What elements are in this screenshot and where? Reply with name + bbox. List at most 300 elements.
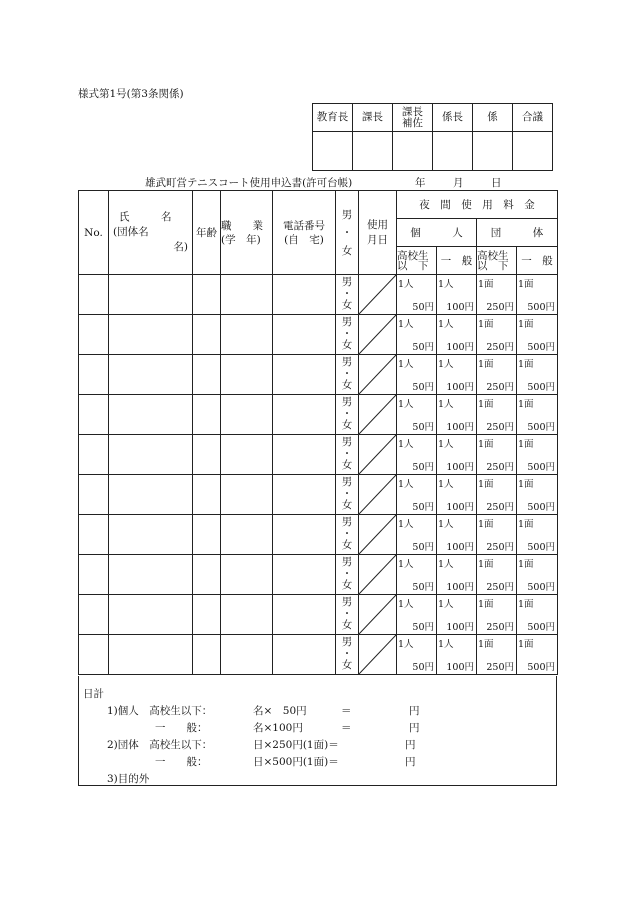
sex-option-sex_f: 女 [341,579,353,592]
cell-fee-3[interactable] [517,595,558,635]
sex-option-sex_f: 女 [341,459,353,472]
fee-unit: 1面 [518,319,534,330]
cell-fee-1[interactable] [437,395,477,435]
diagonal-slash-icon [359,595,396,634]
cell-fee-2[interactable] [477,475,517,515]
cell-name[interactable] [109,275,193,315]
fee-box [477,435,516,474]
sex-option-sex_m: 男 [341,556,353,569]
sex-option-sex_m: 男 [341,276,353,289]
header-age: 年齢 [193,191,221,275]
cell-fee-3[interactable] [517,555,558,595]
fee-unit: 1人 [398,479,414,490]
cell-job[interactable] [221,315,273,355]
fee-unit: 1人 [438,479,454,490]
fee-price: 500円 [527,622,555,633]
sex-option-sex_dot: ・ [341,567,353,580]
fee-unit: 1人 [398,399,414,410]
cell-fee-1[interactable] [437,555,477,595]
fee-box [477,515,516,554]
cell-name[interactable] [109,635,193,675]
header-sex-m: 男 [341,208,353,221]
summary-l1-a: 1)個人 高校生以下： [107,705,213,717]
fee-box [477,275,516,314]
fee-price: 250円 [486,622,514,633]
fee-price: 100円 [446,342,474,353]
header-no: No. [79,191,109,275]
fee-price: 500円 [527,662,555,673]
fee-box [397,515,436,554]
summary-l3-b: 日×250円(1面)＝ [253,739,339,751]
approval-stamp-table [312,103,553,171]
fee-price: 100円 [446,302,474,313]
cell-phone[interactable] [273,595,336,635]
fee-unit: 1面 [518,359,534,370]
sex-option-sex_f: 女 [341,419,353,432]
fee-price: 100円 [446,542,474,553]
summary-l4-a: 一 般： [155,756,208,768]
cell-fee-1[interactable] [437,315,477,355]
cell-fee-1[interactable] [437,595,477,635]
fee-unit: 1人 [398,599,414,610]
fee-box [517,355,557,394]
cell-sex[interactable] [336,315,359,355]
header-phone-line1: 電話番号 [283,219,325,232]
fee-unit: 1人 [438,439,454,450]
fee-box [437,435,476,474]
fee-box [517,475,557,514]
cell-job[interactable] [221,635,273,675]
cell-sex[interactable] [336,635,359,675]
cell-use-date[interactable] [359,555,397,595]
header-ind-hs-line2: 以 下 [397,259,429,272]
fee-unit: 1面 [478,519,494,530]
fee-box [397,355,436,394]
fee-unit: 1面 [478,559,494,570]
fee-price: 100円 [446,582,474,593]
cell-sex[interactable] [336,355,359,395]
cell-fee-2[interactable] [477,555,517,595]
header-name-line2: (団体名 [113,226,149,238]
fee-box [397,555,436,594]
fee-price: 250円 [486,382,514,393]
table-row [79,275,558,315]
cell-job[interactable] [221,275,273,315]
cell-phone[interactable] [273,635,336,675]
cell-fee-3[interactable] [517,395,558,435]
fee-unit: 1人 [398,279,414,290]
daily-total-section [78,676,557,786]
cell-fee-2[interactable] [477,635,517,675]
cell-fee-3[interactable] [517,475,558,515]
cell-fee-1[interactable] [437,275,477,315]
fee-unit: 1人 [398,319,414,330]
fee-price: 50円 [412,542,434,553]
cell-fee-0[interactable] [397,275,437,315]
fee-unit: 1人 [438,599,454,610]
cell-fee-0[interactable] [397,435,437,475]
sex-option-sex_m: 男 [341,356,353,369]
fee-unit: 1面 [478,319,494,330]
fee-unit: 1面 [518,279,534,290]
approval-stamp-cell[interactable] [473,132,513,171]
fee-price: 50円 [412,622,434,633]
sex-option-sex_m: 男 [341,436,353,449]
summary-l3-a: 2)団体 高校生以下： [107,739,213,751]
fee-price: 50円 [412,342,434,353]
cell-sex[interactable] [336,555,359,595]
cell-phone[interactable] [273,435,336,475]
cell-fee-1[interactable] [437,635,477,675]
cell-fee-3[interactable] [517,355,558,395]
fee-unit: 1面 [518,479,534,490]
approval-stamp-cell[interactable] [433,132,473,171]
cell-fee-0[interactable] [397,355,437,395]
header-grp-highschool [477,247,517,275]
fee-price: 500円 [527,422,555,433]
approval-header-3: 係長 [433,104,473,132]
cell-sex[interactable] [336,395,359,435]
cell-fee-3[interactable] [517,275,558,315]
cell-sex[interactable] [336,595,359,635]
fee-box [397,595,436,634]
cell-phone[interactable] [273,515,336,555]
cell-job[interactable] [221,435,273,475]
cell-fee-2[interactable] [477,395,517,435]
header-name-line1: 氏 名 [119,211,172,223]
cell-name[interactable] [109,395,193,435]
fee-price: 250円 [486,302,514,313]
title-day-label: 日 [491,177,502,189]
table-row [79,435,558,475]
fee-price: 100円 [446,422,474,433]
approval-stamp-cell[interactable] [513,132,553,171]
header-use-date-line2: 月日 [367,233,388,246]
fee-price: 500円 [527,302,555,313]
fee-box [437,555,476,594]
fee-price: 50円 [412,662,434,673]
fee-unit: 1人 [438,519,454,530]
table-row [79,595,558,635]
cell-phone[interactable] [273,555,336,595]
cell-fee-2[interactable] [477,275,517,315]
diagonal-slash-icon [359,435,396,474]
sex-option-sex_f: 女 [341,659,353,672]
cell-no[interactable] [79,595,109,635]
cell-phone[interactable] [273,315,336,355]
cell-fee-3[interactable] [517,315,558,355]
fee-unit: 1面 [478,479,494,490]
sex-option-sex_m: 男 [341,476,353,489]
cell-age[interactable] [193,275,221,315]
sex-option-sex_f: 女 [341,379,353,392]
cell-phone[interactable] [273,355,336,395]
cell-fee-0[interactable] [397,595,437,635]
cell-age[interactable] [193,435,221,475]
table-row [79,555,558,595]
summary-l3-d: 円 [405,739,416,751]
cell-use-date[interactable] [359,475,397,515]
summary-l2-c: ＝ [341,722,352,734]
cell-no[interactable] [79,555,109,595]
cell-sex[interactable] [336,515,359,555]
cell-job[interactable] [221,515,273,555]
cell-age[interactable] [193,515,221,555]
header-name-line3: 名) [173,241,188,253]
header-job-line2: (学 年) [221,233,261,246]
cell-no[interactable] [79,515,109,555]
approval-stamp-cell[interactable] [353,132,393,171]
cell-job[interactable] [221,395,273,435]
sex-option-sex_m: 男 [341,396,353,409]
cell-age[interactable] [193,555,221,595]
cell-no[interactable] [79,395,109,435]
diagonal-slash-icon [359,555,396,594]
table-row [79,635,558,675]
cell-fee-0[interactable] [397,635,437,675]
sex-option-sex_dot: ・ [341,607,353,620]
fee-price: 50円 [412,582,434,593]
fee-price: 250円 [486,662,514,673]
fee-box [517,635,557,674]
cell-name[interactable] [109,595,193,635]
fee-box [397,275,436,314]
sex-option-sex_dot: ・ [341,447,353,460]
header-sex-dot: ・ [341,226,353,239]
diagonal-slash-icon [359,515,396,554]
cell-name[interactable] [109,435,193,475]
fee-box [517,275,557,314]
cell-name[interactable] [109,475,193,515]
cell-fee-1[interactable] [437,515,477,555]
cell-age[interactable] [193,595,221,635]
diagonal-slash-icon [359,395,396,434]
cell-fee-2[interactable] [477,515,517,555]
fee-price: 50円 [412,302,434,313]
diagonal-slash-icon [359,355,396,394]
cell-no[interactable] [79,635,109,675]
fee-unit: 1面 [478,639,494,650]
cell-use-date[interactable] [359,435,397,475]
cell-name[interactable] [109,555,193,595]
fee-box [437,515,476,554]
fee-price: 500円 [527,382,555,393]
header-ind-hs-line1: 高校生 [397,249,429,262]
cell-age[interactable] [193,635,221,675]
sex-option-sex_f: 女 [341,619,353,632]
fee-price: 100円 [446,382,474,393]
fee-price: 500円 [527,502,555,513]
cell-no[interactable] [79,315,109,355]
sex-option-sex_f: 女 [341,299,353,312]
header-grp-hs-line2: 以 下 [477,259,509,272]
sex-option-sex_m: 男 [341,596,353,609]
fee-unit: 1面 [518,399,534,410]
fee-price: 250円 [486,542,514,553]
cell-name[interactable] [109,315,193,355]
table-row [79,395,558,435]
fee-price: 50円 [412,422,434,433]
approval-header-2: 課長 補佐 [393,104,433,132]
fee-unit: 1人 [398,439,414,450]
sex-option-sex_f: 女 [341,539,353,552]
fee-box [477,315,516,354]
fee-box [437,395,476,434]
cell-fee-2[interactable] [477,315,517,355]
fee-unit: 1人 [438,639,454,650]
cell-sex[interactable] [336,435,359,475]
cell-fee-2[interactable] [477,595,517,635]
fee-unit: 1人 [398,559,414,570]
sex-option-sex_dot: ・ [341,647,353,660]
cell-use-date[interactable] [359,515,397,555]
fee-box [437,475,476,514]
approval-stamp-cell[interactable] [313,132,353,171]
table-row [79,315,558,355]
table-row [79,355,558,395]
sex-option-sex_f: 女 [341,499,353,512]
cell-fee-0[interactable] [397,315,437,355]
fee-price: 250円 [486,462,514,473]
cell-age[interactable] [193,315,221,355]
fee-box [477,635,516,674]
fee-unit: 1面 [518,599,534,610]
cell-phone[interactable] [273,475,336,515]
header-night-fee: 夜 間 使 用 料 金 [397,191,558,219]
fee-price: 100円 [446,662,474,673]
cell-use-date[interactable] [359,635,397,675]
fee-unit: 1人 [398,359,414,370]
fee-unit: 1人 [438,319,454,330]
application-table [78,190,558,675]
fee-unit: 1人 [438,359,454,370]
sex-option-sex_m: 男 [341,516,353,529]
fee-box [397,395,436,434]
cell-fee-1[interactable] [437,355,477,395]
fee-box [397,475,436,514]
header-grp-hs-line1: 高校生 [477,249,509,262]
cell-job[interactable] [221,555,273,595]
cell-use-date[interactable] [359,275,397,315]
cell-name[interactable] [109,515,193,555]
cell-fee-1[interactable] [437,475,477,515]
header-phone-line2: (自 宅) [284,233,324,246]
cell-no[interactable] [79,275,109,315]
fee-box [517,515,557,554]
fee-box [517,595,557,634]
cell-no[interactable] [79,355,109,395]
cell-no[interactable] [79,435,109,475]
cell-fee-0[interactable] [397,475,437,515]
cell-use-date[interactable] [359,595,397,635]
fee-box [477,555,516,594]
approval-header-5: 合議 [513,104,553,132]
fee-box [477,355,516,394]
fee-box [477,475,516,514]
cell-age[interactable] [193,475,221,515]
fee-price: 50円 [412,382,434,393]
cell-use-date[interactable] [359,395,397,435]
form-number: 様式第1号(第3条関係) [78,88,184,100]
fee-box [437,315,476,354]
fee-unit: 1面 [518,519,534,530]
cell-sex[interactable] [336,275,359,315]
sex-option-sex_m: 男 [341,316,353,329]
cell-job[interactable] [221,355,273,395]
sex-option-sex_m: 男 [341,636,353,649]
cell-fee-3[interactable] [517,635,558,675]
fee-unit: 1人 [398,519,414,530]
cell-job[interactable] [221,595,273,635]
diagonal-slash-icon [359,635,396,674]
cell-age[interactable] [193,395,221,435]
header-sex [336,191,359,275]
sex-option-sex_dot: ・ [341,527,353,540]
fee-box [437,635,476,674]
table-row [79,515,558,555]
approval-stamp-cell[interactable] [393,132,433,171]
fee-unit: 1面 [478,439,494,450]
cell-job[interactable] [221,475,273,515]
summary-l5-a: 3)目的外 [107,773,150,785]
cell-age[interactable] [193,355,221,395]
diagonal-slash-icon [359,315,396,354]
sex-option-sex_dot: ・ [341,487,353,500]
fee-unit: 1面 [518,439,534,450]
fee-unit: 1人 [438,559,454,570]
diagonal-slash-icon [359,475,396,514]
summary-l2-b: 名×100円 [253,722,303,734]
header-grp-general: 一 般 [517,247,558,275]
cell-sex[interactable] [336,475,359,515]
cell-fee-3[interactable] [517,435,558,475]
summary-l4-d: 円 [405,756,416,768]
cell-no[interactable] [79,475,109,515]
form-title: 雄武町営テニスコート使用申込書(許可台帳) [145,177,353,189]
header-ind-general: 一 般 [437,247,477,275]
sex-option-sex_f: 女 [341,339,353,352]
fee-box [397,435,436,474]
cell-use-date[interactable] [359,355,397,395]
table-row [79,475,558,515]
summary-l1-d: 円 [409,705,420,717]
summary-l1-b: 名× 50円 [253,705,307,717]
cell-name[interactable] [109,355,193,395]
cell-fee-2[interactable] [477,435,517,475]
cell-phone[interactable] [273,275,336,315]
header-job [221,191,273,275]
cell-fee-0[interactable] [397,395,437,435]
fee-box [517,395,557,434]
cell-use-date[interactable] [359,315,397,355]
fee-price: 500円 [527,462,555,473]
fee-price: 50円 [412,502,434,513]
cell-fee-0[interactable] [397,515,437,555]
cell-fee-2[interactable] [477,355,517,395]
fee-price: 100円 [446,622,474,633]
cell-fee-0[interactable] [397,555,437,595]
cell-fee-3[interactable] [517,515,558,555]
title-month-label: 月 [453,177,464,189]
cell-phone[interactable] [273,395,336,435]
fee-box [517,435,557,474]
title-year-label: 年 [415,177,426,189]
sex-option-sex_dot: ・ [341,407,353,420]
cell-fee-1[interactable] [437,435,477,475]
fee-box [517,315,557,354]
summary-label: 日計 [83,688,104,700]
sex-option-sex_dot: ・ [341,287,353,300]
